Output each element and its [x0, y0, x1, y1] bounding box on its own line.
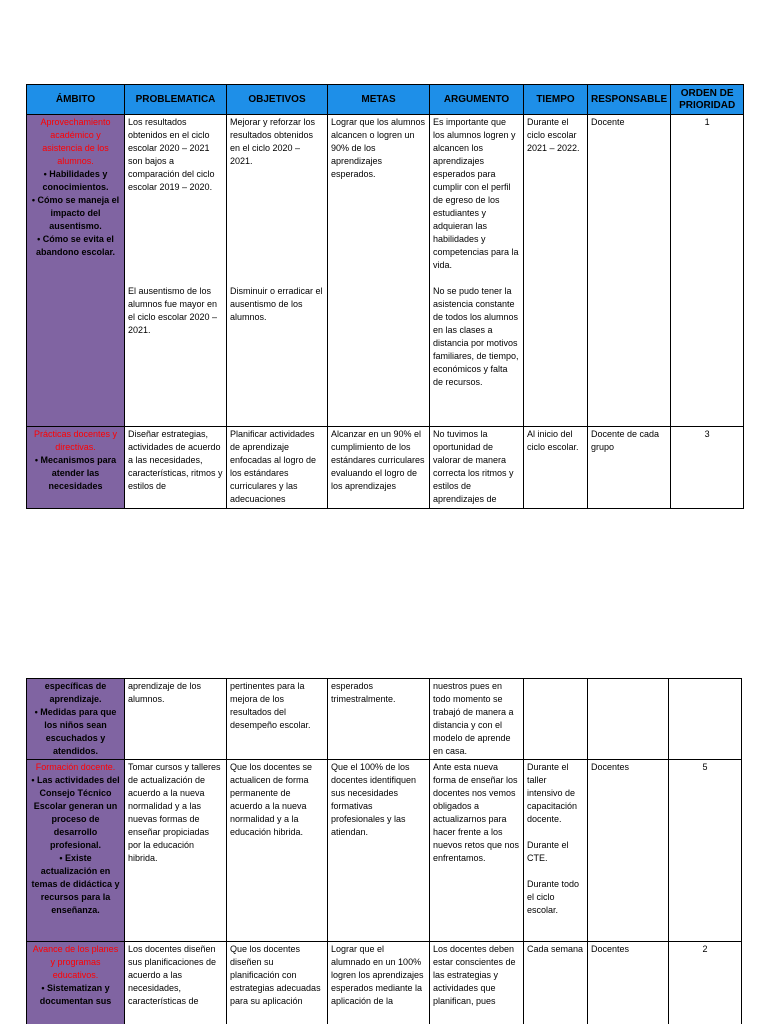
prioridad-cell: 5	[669, 760, 742, 942]
ambito-item: • Cómo se evita el abandono escolar.	[35, 234, 116, 257]
metas-cell: Que el 100% de los docentes identifiquen sus necesidades formativas profesionales y las atiendan.	[328, 760, 430, 942]
argumento-cell: nuestros pues en todo momento se trabajó de manera a distancia y con el modelo de aprende en casa.	[430, 679, 524, 760]
ambito-title: Aprovechamiento académico y asistencia de los alumnos.	[40, 117, 111, 166]
ambito-title: Prácticas docentes y directivas.	[33, 429, 118, 452]
prioridad-cell: 3	[671, 427, 744, 509]
problematica-cell: Tomar cursos y talleres de actualización de acuerdo a la nueva normalidad y a las nuevas formas de enseñar propiciadas por la educación hibrida.	[125, 760, 227, 942]
argumento-cell	[430, 115, 524, 427]
header-ambito: ÁMBITO	[27, 85, 125, 115]
metas-cell: Alcanzar en un 90% el cumplimiento de los estándares curriculares evaluando el logro de los aprendizajes	[328, 427, 430, 509]
problematica-cell: Los docentes diseñen sus planificaciones de acuerdo a las necesidades, características de	[125, 942, 227, 1024]
responsable-cell	[588, 679, 669, 760]
objetivos-cell: Planificar actividades de aprendizaje enfocadas al logro de los estándares curriculares y las adecuaciones	[227, 427, 328, 509]
problematica-cell: Diseñar estrategias, actividades de acuerdo a las necesidades, características, ritmos y estilos de	[125, 427, 227, 509]
tiempo-cell: Durante el ciclo escolar 2021 – 2022.	[524, 115, 588, 427]
ambito-item: específicas de aprendizaje.	[44, 681, 107, 704]
ambito-title: Formación docente.	[35, 762, 116, 772]
ambito-item: • Habilidades y conocimientos.	[42, 169, 109, 192]
argumento-text: Es importante que los alumnos logren y alcancen los aprendizajes esperados para cumplir con el perfil de egreso de los estudiantes y adquieran las habilidades y competencias para la vida.	[433, 117, 519, 270]
problematica-text: Los resultados obtenidos en el ciclo escolar 2020 – 2021 son bajos a comparación del ciclo escolar 2019 – 2020.	[128, 117, 215, 192]
table-row	[27, 115, 744, 427]
tiempo-text: Durante el taller intensivo de capacitación docente.	[527, 762, 578, 824]
table-row	[27, 942, 742, 1024]
header-metas: METAS	[328, 85, 430, 115]
priorities-table-page1	[26, 84, 744, 509]
objetivos-cell: Que los docentes se actualicen de forma permanente de acuerdo a la nueva normalidad y a la educación hibrida.	[227, 760, 328, 942]
tiempo-text: Durante el CTE.	[527, 840, 569, 863]
ambito-item: • Las actividades del Consejo Técnico Escolar generan un proceso de desarrollo profesional.	[31, 775, 120, 850]
metas-cell: Lograr que los alumnos alcancen o logren un 90% de los aprendizajes esperados.	[328, 115, 430, 427]
tiempo-cell: Cada semana	[524, 942, 588, 1024]
objetivos-cell: pertinentes para la mejora de los resultados del desempeño escolar.	[227, 679, 328, 760]
objetivos-cell: Que los docentes diseñen su planificación con estrategias adecuadas para su aplicación	[227, 942, 328, 1024]
header-prioridad: ORDEN DE PRIORIDAD	[671, 85, 744, 115]
ambito-cell	[27, 942, 125, 1024]
prioridad-cell: 1	[671, 115, 744, 427]
problematica-cell	[125, 115, 227, 427]
ambito-item: • Medidas para que los niños sean escuchados y atendidos.	[34, 707, 117, 756]
metas-cell: Lograr que el alumnado en un 100% logren los aprendizajes esperados mediante la aplicación de la	[328, 942, 430, 1024]
ambito-title: Avance de los planes y programas educativos.	[32, 944, 119, 980]
objetivos-cell	[227, 115, 328, 427]
responsable-cell: Docentes	[588, 942, 669, 1024]
header-row	[27, 85, 744, 115]
responsable-cell: Docente	[588, 115, 671, 427]
tiempo-cell	[524, 760, 588, 942]
ambito-cell	[27, 115, 125, 427]
header-problematica: PROBLEMATICA	[125, 85, 227, 115]
ambito-item: • Existe actualización en temas de didáctica y recursos para la enseñanza.	[31, 853, 120, 915]
header-argumento: ARGUMENTO	[430, 85, 524, 115]
metas-cell: esperados trimestralmente.	[328, 679, 430, 760]
objetivos-text: Disminuir o erradicar el ausentismo de los alumnos.	[230, 286, 323, 322]
ambito-cell	[27, 760, 125, 942]
priorities-table-page2	[26, 678, 742, 1024]
prioridad-cell: 2	[669, 942, 742, 1024]
prioridad-cell	[669, 679, 742, 760]
argumento-text: No se pudo tener la asistencia constante de todos los alumnos en las clases a distancia por motivos familiares, de tiempo, económicos y falta de recursos.	[433, 286, 519, 387]
header-responsable: RESPONSABLE	[588, 85, 671, 115]
ambito-cell	[27, 679, 125, 760]
ambito-cell	[27, 427, 125, 509]
table-row	[27, 760, 742, 942]
ambito-item: • Cómo se maneja el impacto del ausentismo.	[31, 195, 120, 231]
argumento-cell: Los docentes deben estar conscientes de las estrategias y actividades que planifican, pues	[430, 942, 524, 1024]
argumento-cell: Ante esta nueva forma de enseñar los docentes nos vemos obligados a actualizarnos para hacer frente a los nuevos retos que nos enfrentamos.	[430, 760, 524, 942]
responsable-cell: Docente de cada grupo	[588, 427, 671, 509]
table-row	[27, 427, 744, 509]
problematica-text: El ausentismo de los alumnos fue mayor en el ciclo escolar 2020 – 2021.	[128, 286, 218, 335]
table-row	[27, 679, 742, 760]
tiempo-cell: Al inicio del ciclo escolar.	[524, 427, 588, 509]
objetivos-text: Mejorar y reforzar los resultados obtenidos en el ciclo 2020 – 2021.	[230, 117, 316, 166]
responsable-cell: Docentes	[588, 760, 669, 942]
ambito-item: • Mecanismos para atender las necesidades	[34, 455, 117, 491]
argumento-cell: No tuvimos la oportunidad de valorar de manera correcta los ritmos y estilos de aprendizajes de	[430, 427, 524, 509]
tiempo-text: Durante todo el ciclo escolar.	[527, 879, 580, 915]
ambito-item: • Sistematizan y documentan sus	[39, 983, 112, 1006]
tiempo-cell	[524, 679, 588, 760]
header-objetivos: OBJETIVOS	[227, 85, 328, 115]
header-tiempo: TIEMPO	[524, 85, 588, 115]
problematica-cell: aprendizaje de los alumnos.	[125, 679, 227, 760]
